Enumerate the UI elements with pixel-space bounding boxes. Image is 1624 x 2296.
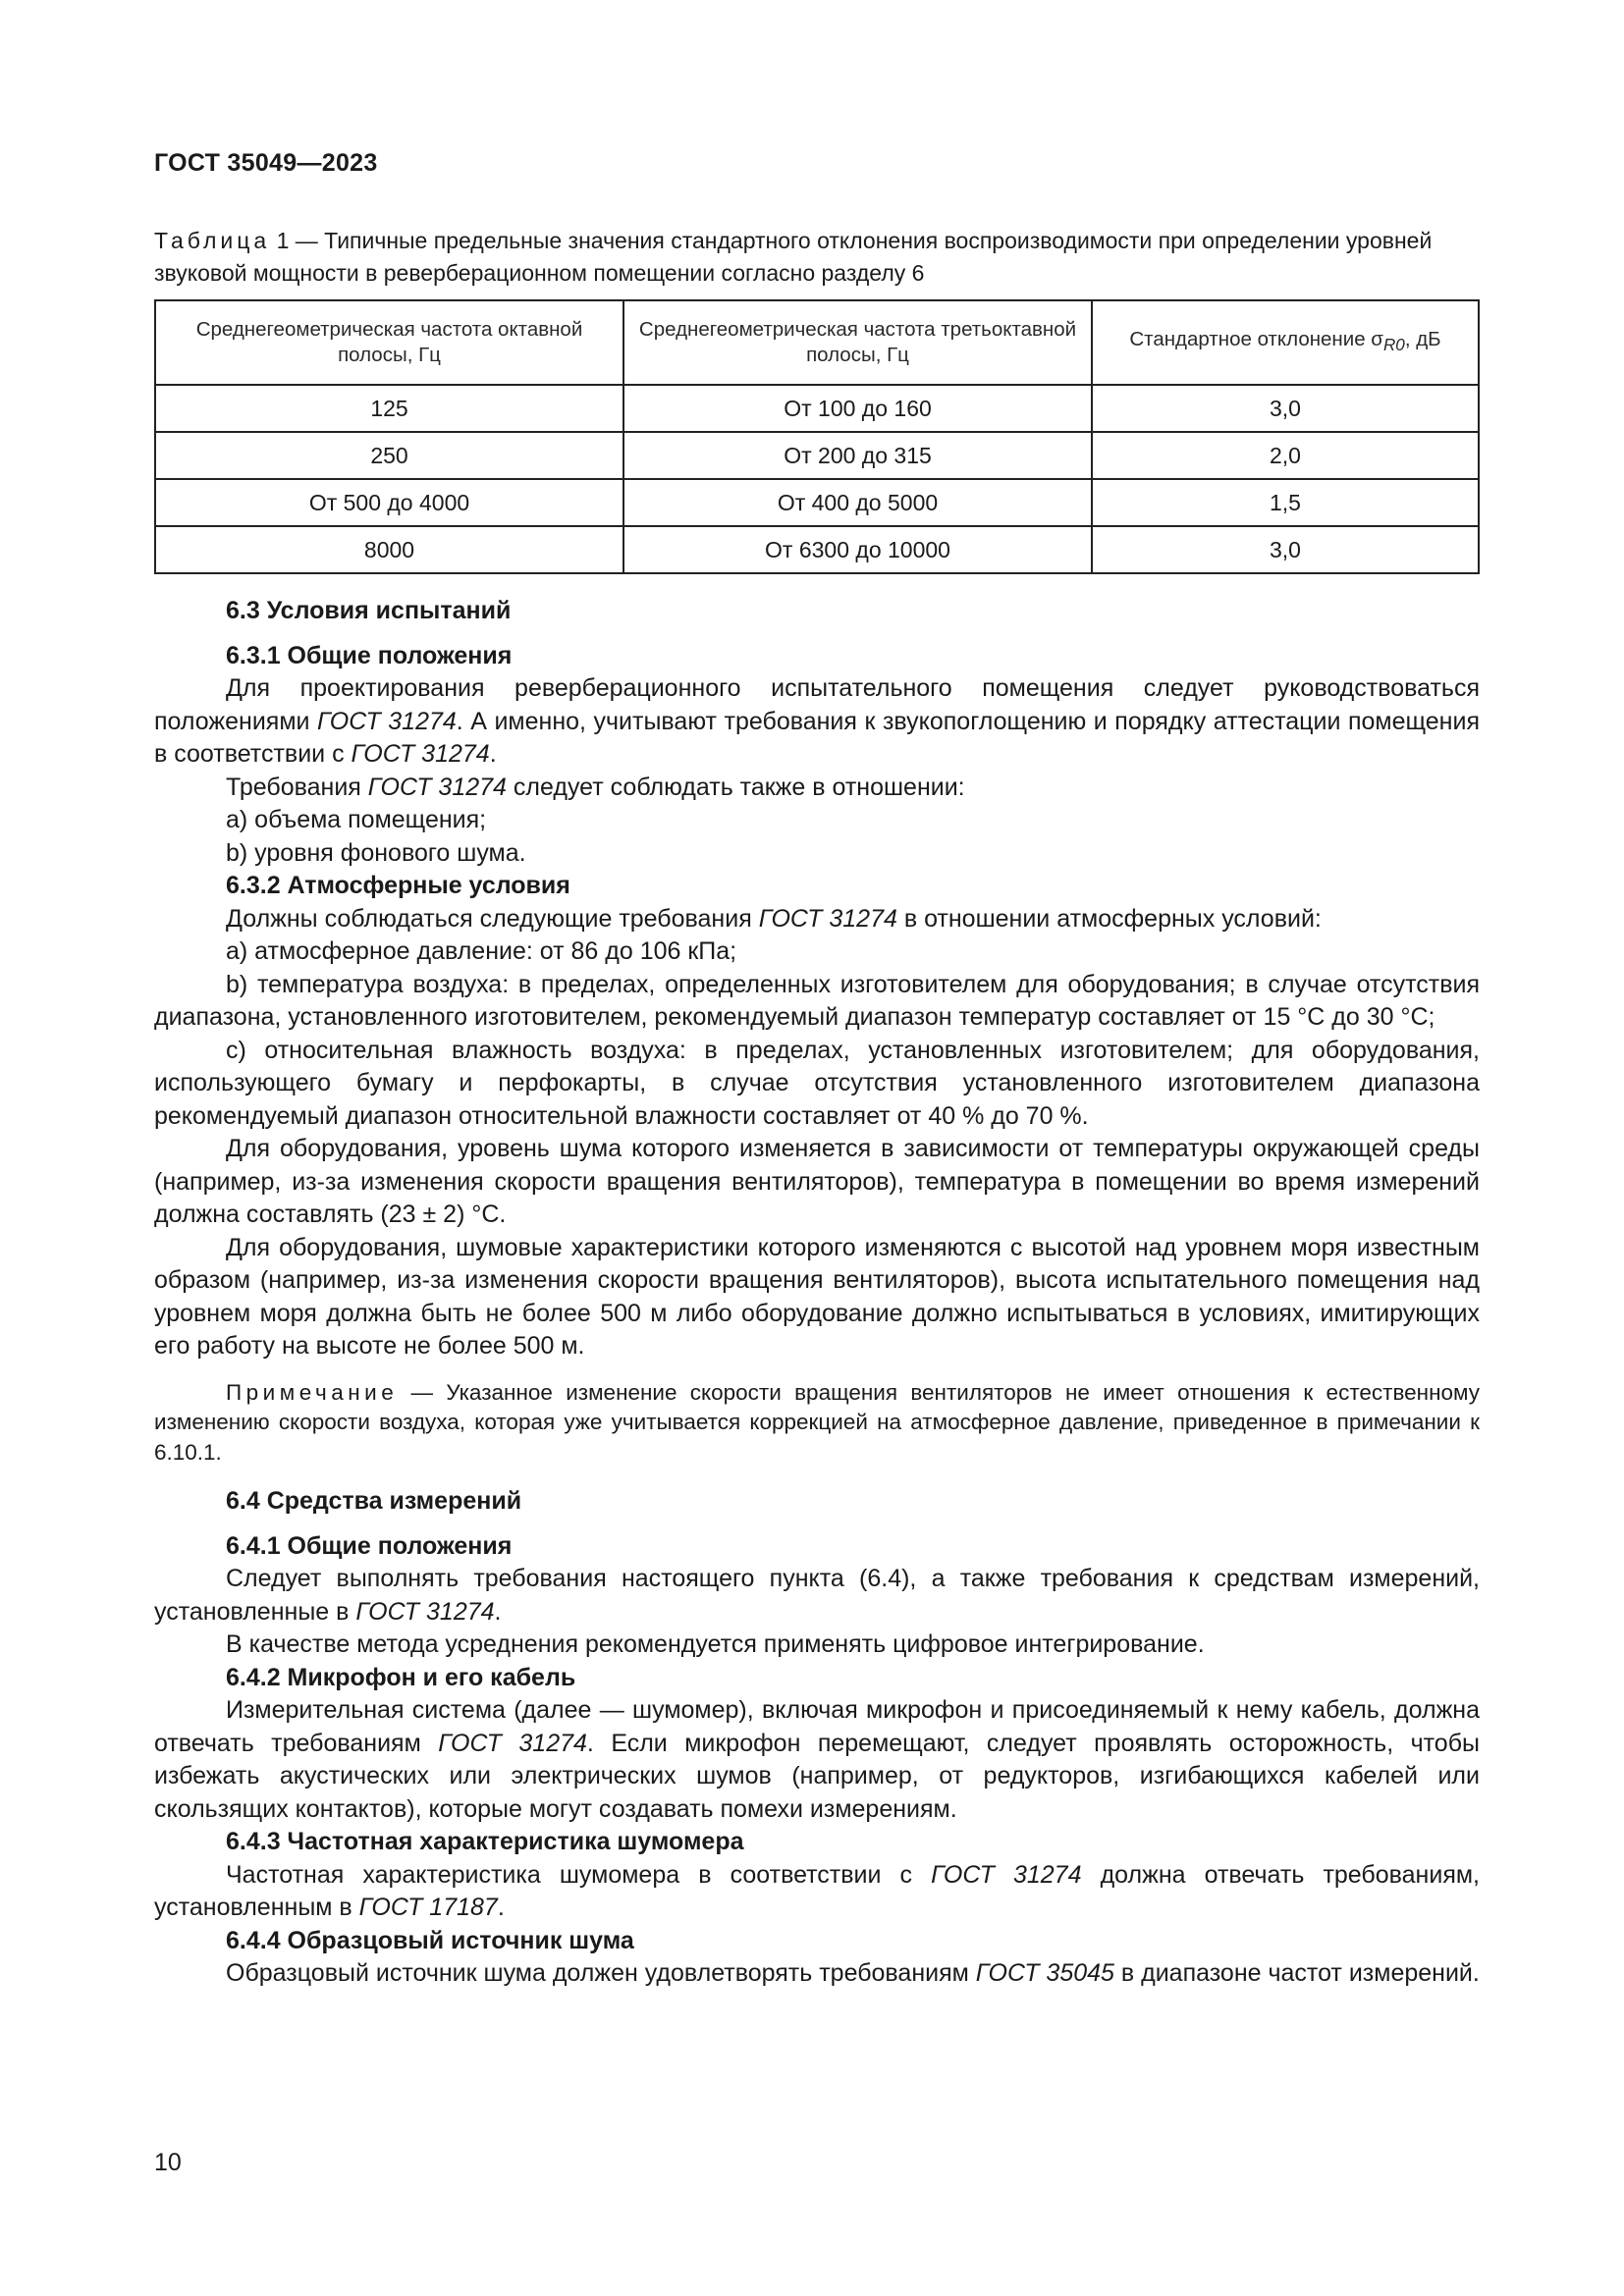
table-cell: 250 — [155, 432, 623, 479]
paragraph: Следует выполнять требования настоящего пункта (6.4), а также требования к средствам измерений, установленные в ГОСТ 31274. — [154, 1565, 1480, 1626]
gost-reference: ГОСТ 35045 — [975, 1959, 1114, 1987]
gost-reference: ГОСТ 31274 — [758, 904, 897, 933]
table-row — [155, 526, 1479, 573]
paragraph: В качестве метода усреднения рекомендуется применять цифровое интегрирование. — [226, 1630, 1205, 1658]
list-item: а) объема помещения; — [226, 806, 487, 833]
list-item: b) уровня фонового шума. — [226, 838, 526, 867]
paragraph: Должны соблюдаться следующие требования ГОСТ 31274 в отношении атмосферных условий: — [226, 904, 1322, 933]
table-cell: От 400 до 5000 — [623, 479, 1092, 526]
table-caption — [154, 225, 1480, 290]
column-header-std-deviation: Стандартное отклонение $\sigma_{R0}$, дБ — [1092, 300, 1479, 385]
reproducibility-table — [154, 299, 1480, 574]
column-header-octave: Среднегеометрическая частота октавной полосы, Гц — [155, 300, 623, 385]
table-cell: От 100 до 160 — [623, 385, 1092, 432]
note: Примечание — Указанное изменение скорости вращения вентиляторов не имеет отношения к естественному изменению скорости воздуха, которая уже учитывается коррекцией на атмосферное давление, приведенное в примечании к 6.10.1. — [154, 1379, 1480, 1465]
table-cell: 1,5 — [1092, 479, 1479, 526]
table-header-row — [155, 300, 1479, 385]
section-heading-6-3: 6.3 Условия испытаний — [226, 597, 512, 624]
gost-reference: ГОСТ 31274 — [367, 773, 507, 801]
table-row — [155, 479, 1479, 526]
gost-reference: ГОСТ 17187 — [358, 1894, 498, 1921]
paragraph: Измерительная система (далее — шумомер), включая микрофон и присоединяемый к нему кабель, должна отвечать требованиям ГОСТ 31274. Если микрофон перемещают, следует проявлять осторожность, чтобы избежать акустических или электрических шумов (например, от редукторов, изгибающихся кабелей или скользящих контактов), которые могут создавать помехи измерениям. — [154, 1696, 1480, 1823]
paragraph: Требования ГОСТ 31274 следует соблюдать также в отношении: — [226, 773, 965, 801]
gost-reference: ГОСТ 31274 — [317, 707, 457, 735]
list-item: с) относительная влажность воздуха: в пределах, установленных изготовителем; для оборудования, использующего бумагу и перфокарты, в случае отсутствия установленного изготовителем диапазона рекомендуемый диапазон относительной влажности составляет от 40 % до 70 %. — [154, 1036, 1480, 1130]
gost-reference: ГОСТ 31274 — [438, 1729, 587, 1757]
section-heading-6-4: 6.4 Средства измерений — [226, 1487, 522, 1515]
table-cell: От 500 до 4000 — [155, 479, 623, 526]
section-heading-6-4-3: 6.4.3 Частотная характеристика шумомера — [226, 1828, 744, 1855]
list-item: а) атмосферное давление: от 86 до 106 кПа; — [226, 937, 737, 965]
section-heading-6-3-1: 6.3.1 Общие положения — [226, 641, 513, 669]
table-cell: 8000 — [155, 526, 623, 573]
table-caption-label: Таблица — [154, 228, 271, 253]
page-number: 10 — [154, 2149, 182, 2176]
section-heading-6-4-2: 6.4.2 Микрофон и его кабель — [226, 1663, 576, 1691]
table-row — [155, 432, 1479, 479]
gost-reference: ГОСТ 31274 — [355, 1597, 495, 1626]
table-caption-text: 1 — Типичные предельные значения стандартного отклонения воспроизводимости при определении уровней звуковой мощности в реверберационном помещении согласно разделу 6 — [154, 228, 1433, 286]
section-heading-6-3-2: 6.3.2 Атмосферные условия — [226, 872, 570, 899]
list-item: b) температура воздуха: в пределах, определенных изготовителем для оборудования; в случае отсутствия диапазона, установленного изготовителем, рекомендуемый диапазон температур составляет от 15 °C до 30 °C; — [154, 970, 1480, 1031]
section-heading-6-4-4: 6.4.4 Образцовый источник шума — [226, 1926, 634, 1954]
note-label: Примечание — [226, 1379, 399, 1405]
section-heading-6-4-1: 6.4.1 Общие положения — [226, 1531, 513, 1560]
gost-reference: ГОСТ 31274 — [931, 1860, 1082, 1889]
table-cell: От 200 до 315 — [623, 432, 1092, 479]
table-cell: 3,0 — [1092, 385, 1479, 432]
column-header-third-octave: Среднегеометрическая частота третьоктавной полосы, Гц — [623, 300, 1092, 385]
paragraph: Для оборудования, уровень шума которого изменяется в зависимости от температуры окружающей среды (например, из-за изменения скорости вращения вентиляторов), температура в помещении во время измерений должна составлять (23 ± 2) °C. — [154, 1135, 1480, 1228]
document-body — [154, 595, 1480, 1991]
gost-reference: ГОСТ 31274 — [351, 740, 490, 768]
paragraph: Для проектирования реверберационного испытательного помещения следует руководствоваться положениями ГОСТ 31274. А именно, учитывают требования к звукопоглощению и порядку аттестации помещения в соответствии с ГОСТ 31274. — [154, 674, 1480, 768]
paragraph: Образцовый источник шума должен удовлетворять требованиям ГОСТ 35045 в диапазоне частот измерений. — [226, 1959, 1480, 1987]
table-cell: 125 — [155, 385, 623, 432]
document-id-header: ГОСТ 35049—2023 — [154, 149, 378, 177]
table-cell: 3,0 — [1092, 526, 1479, 573]
paragraph: Частотная характеристика шумомера в соответствии с ГОСТ 31274 должна отвечать требованиям, установленным в ГОСТ 17187. — [154, 1860, 1480, 1921]
table-row — [155, 385, 1479, 432]
paragraph: Для оборудования, шумовые характеристики которого изменяются с высотой над уровнем моря известным образом (например, из-за изменения скорости вращения вентиляторов), высота испытательного помещения над уровнем моря должна быть не более 500 м либо оборудование должно испытываться в условиях, имитирующих его работу на высоте не более 500 м. — [154, 1233, 1480, 1360]
table-cell: 2,0 — [1092, 432, 1479, 479]
table-cell: От 6300 до 10000 — [623, 526, 1092, 573]
